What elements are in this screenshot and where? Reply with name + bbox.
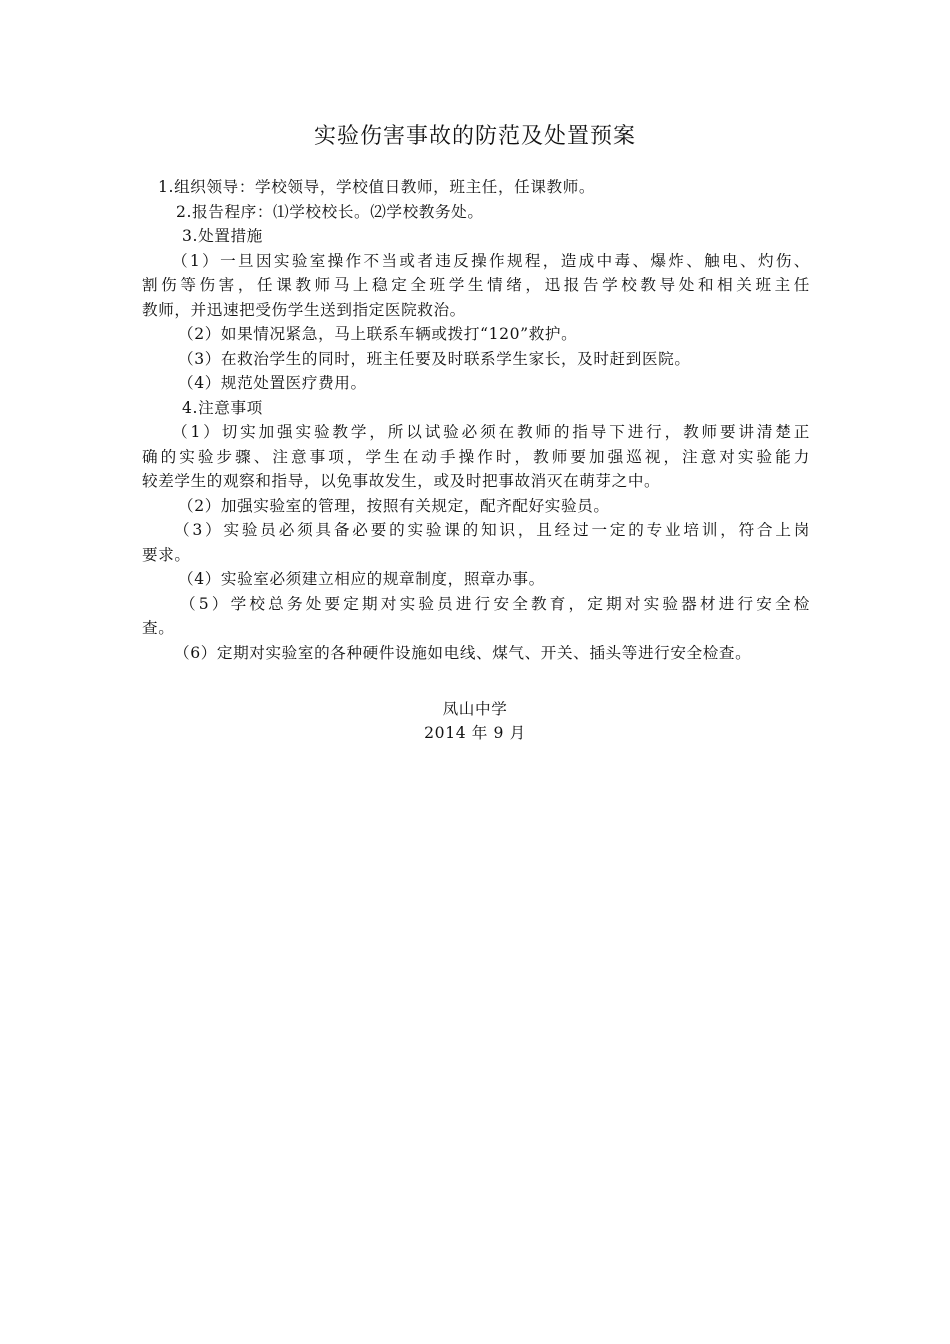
note-5-line-1: （5）学校总务处要定期对实验员进行安全教育，定期对实验器材进行安全检 <box>180 594 810 613</box>
note-6: （6）定期对实验室的各种硬件设施如电线、煤气、开关、插头等进行安全检查。 <box>174 643 752 662</box>
school-name: 凤山中学 <box>442 700 508 718</box>
signature-block <box>0 697 950 745</box>
document-date: 2014 年 9 月 <box>424 724 526 742</box>
measure-1-line-3: 教师，并迅速把受伤学生送到指定医院救治。 <box>142 300 466 319</box>
measure-2: （2）如果情况紧急，马上联系车辆或拨打“120”救护。 <box>178 325 578 343</box>
measure-3: （3）在救治学生的同时，班主任要及时联系学生家长，及时赶到医院。 <box>178 349 691 368</box>
measure-1-line-1: （1）一旦因实验室操作不当或者违反操作规程，造成中毒、爆炸、触电、灼伤、 <box>172 251 810 270</box>
measure-1-line-2: 割伤等伤害，任课教师马上稳定全班学生情绪，迅报告学校教导处和相关班主任 <box>142 276 810 294</box>
section-1-organization: 1.组织领导：学校领导，学校值日教师，班主任，任课教师。 <box>158 178 596 196</box>
section-2-reporting: 2.报告程序：⑴学校校长。⑵学校教务处。 <box>176 202 484 221</box>
note-2: （2）加强实验室的管理，按照有关规定，配齐配好实验员。 <box>178 496 610 515</box>
document-title: 实验伤害事故的防范及处置预案 <box>313 124 636 149</box>
note-3-line-1: （3）实验员必须具备必要的实验课的知识，且经过一定的专业培训，符合上岗 <box>174 521 810 539</box>
note-4: （4）实验室必须建立相应的规章制度，照章办事。 <box>178 570 545 588</box>
document-body <box>142 175 810 665</box>
section-3-heading: 3.处置措施 <box>182 227 263 245</box>
section-4-heading: 4.注意事项 <box>182 398 263 417</box>
note-1-line-3: 较差学生的观察和指导，以免事故发生，或及时把事故消灭在萌芽之中。 <box>142 472 661 490</box>
note-3-line-2: 要求。 <box>142 545 191 564</box>
measure-4: （4）规范处置医疗费用。 <box>178 374 367 392</box>
note-5-line-2: 查。 <box>142 619 175 637</box>
note-1-line-2: 确的实验步骤、注意事项，学生在动手操作时，教师要加强巡视，注意对实验能力 <box>142 447 810 466</box>
note-1-line-1: （1）切实加强实验教学，所以试验必须在教师的指导下进行，教师要讲清楚正 <box>172 423 810 441</box>
